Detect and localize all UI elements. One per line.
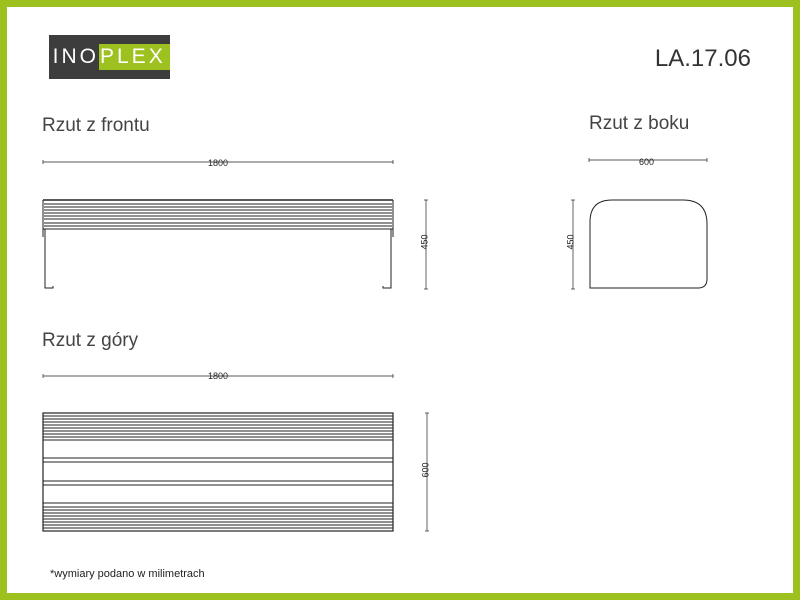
product-code: LA.17.06 <box>654 45 751 72</box>
side-height-dimension: 450 <box>565 234 576 250</box>
side-height-dimension-line <box>571 200 575 289</box>
side-width-dimension: 600 <box>639 157 655 167</box>
side-view-profile <box>590 200 707 288</box>
front-height-dimension: 450 <box>419 234 430 250</box>
side-width-dimension-line <box>589 158 707 162</box>
logo-green-part: PLEX <box>99 44 170 70</box>
top-depth-dimension: 600 <box>420 462 431 478</box>
front-width-dimension: 1800 <box>208 158 229 168</box>
top-view-bench <box>43 413 393 531</box>
front-height-dimension-line <box>424 200 428 289</box>
top-width-dimension-line <box>43 374 393 378</box>
front-view-title: Rzut z frontu <box>42 115 150 136</box>
units-footnote: *wymiary podano w milimetrach <box>50 568 205 580</box>
front-width-dimension-line <box>43 160 393 164</box>
side-view-title: Rzut z boku <box>589 113 690 134</box>
top-depth-dimension-line <box>425 413 429 531</box>
top-width-dimension: 1800 <box>208 371 229 381</box>
front-view-bench <box>43 200 393 288</box>
logo-dark-part: INO <box>49 35 99 79</box>
top-view-title: Rzut z góry <box>42 330 139 351</box>
